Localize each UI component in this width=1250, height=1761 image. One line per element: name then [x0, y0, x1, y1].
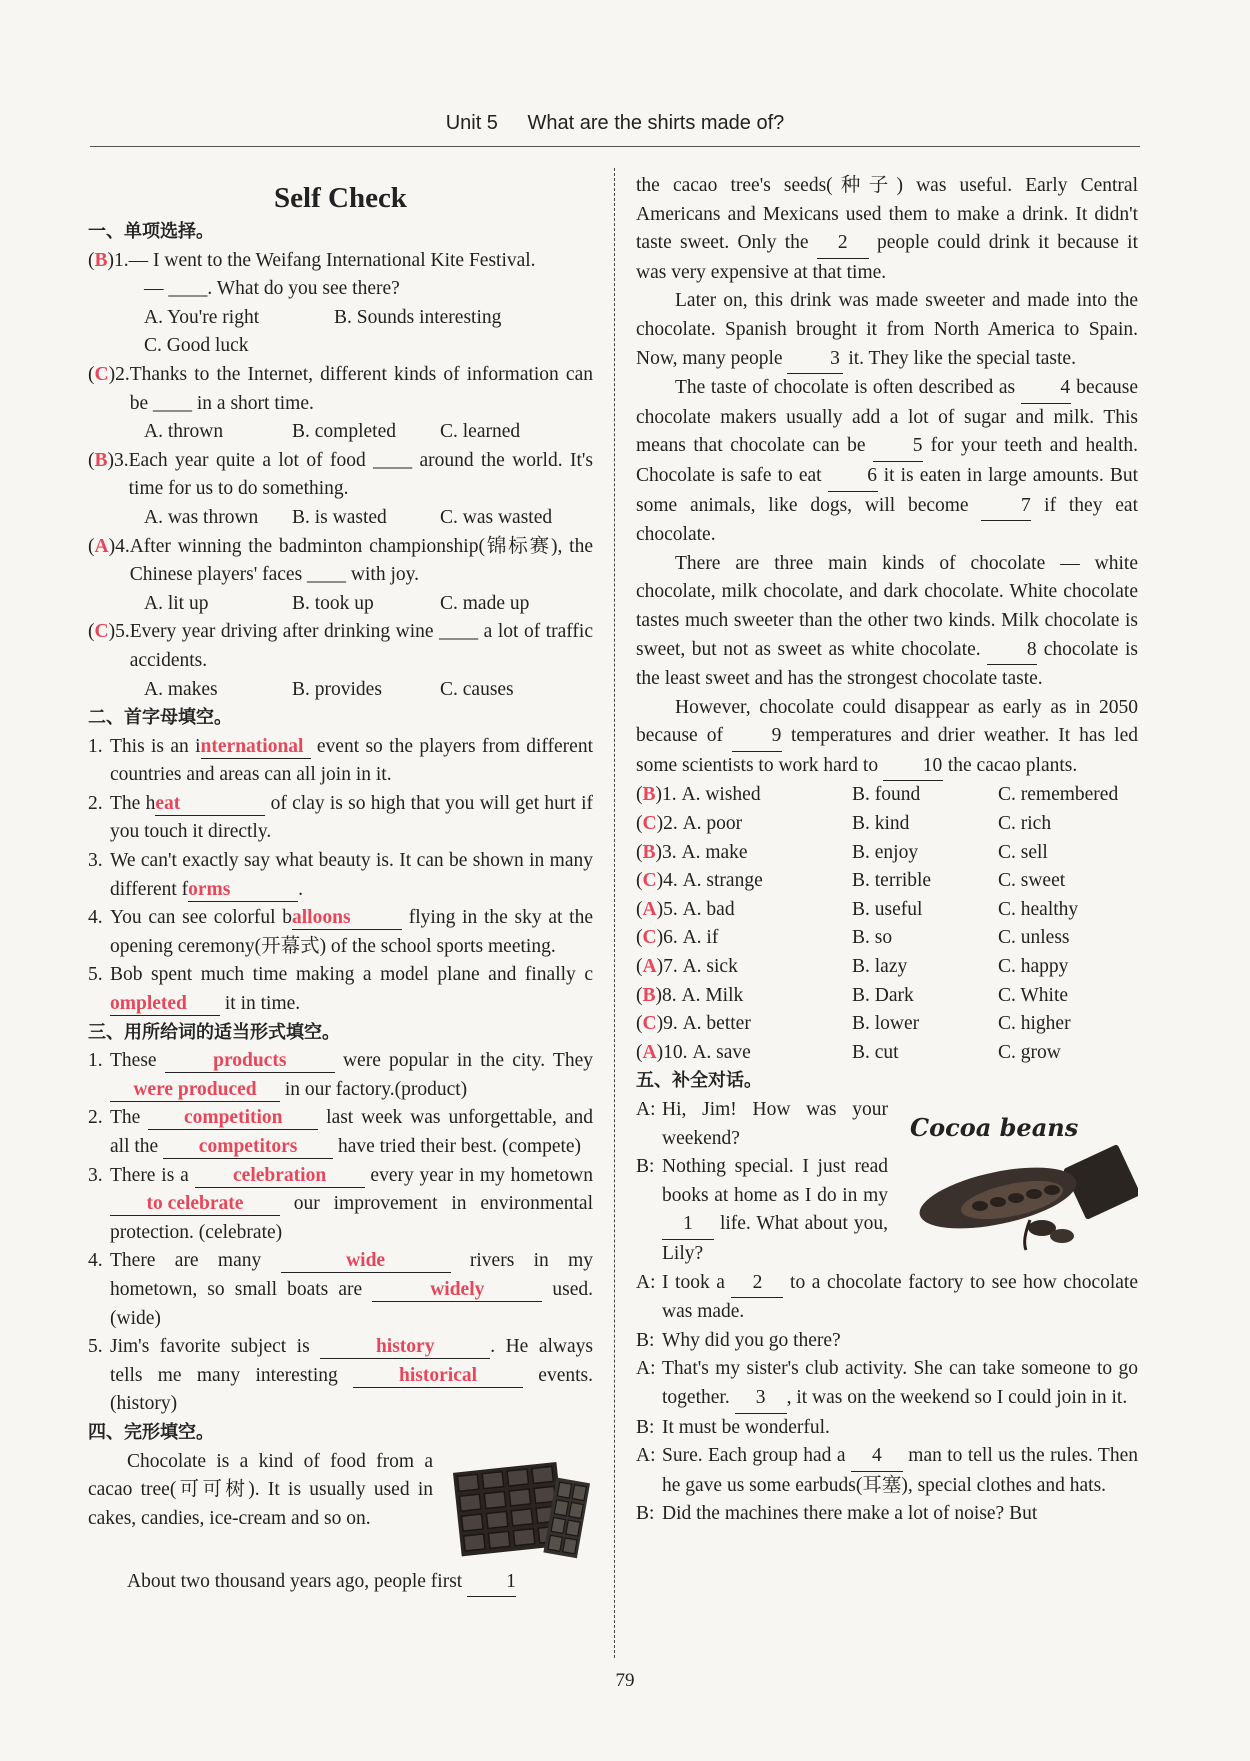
answer-paren: (B)1. A. wished	[636, 781, 852, 810]
cocoa-caption: Cocoa beans	[910, 1113, 1079, 1142]
option[interactable]: C. learned	[440, 421, 521, 443]
option[interactable]: C. Good luck	[144, 335, 249, 357]
dialogue-text-part: That's my sister's club activity. She can take someone to go together.	[662, 1358, 1138, 1408]
answer-letter: B	[94, 449, 108, 471]
dialogue-line	[636, 1269, 1138, 1327]
filled-answer[interactable]: competition	[148, 1107, 318, 1130]
dialogue-line	[636, 1153, 888, 1268]
dialogue-blank[interactable]: 2	[731, 1269, 783, 1299]
cloze-p6b-text: temperatures and drier weather. It has led some scientists to work hard to	[636, 725, 1138, 776]
filled-answer[interactable]: products	[165, 1050, 335, 1073]
fill-item	[88, 733, 593, 790]
item-text-part: last week was unforgettable, and all the	[110, 1107, 593, 1157]
cloze-blank-4[interactable]: 4	[1021, 374, 1071, 404]
option-a[interactable]: A. sick	[682, 956, 738, 978]
cloze-answer-row	[636, 982, 1138, 1011]
dialogue-text-part: to a chocolate factory to see how chocolate was made.	[662, 1271, 1138, 1323]
dialogue-text-part: man to tell us the rules. Then he gave us some earbuds(耳塞), special clothes and hats.	[662, 1445, 1138, 1496]
item-text	[110, 847, 593, 904]
option-c[interactable]: C. remembered	[998, 784, 1119, 806]
answer-letter: B	[94, 249, 108, 271]
cloze-blank-2[interactable]: 2	[817, 229, 869, 259]
dialogue-blank[interactable]: 4	[851, 1442, 903, 1472]
option-c[interactable]: C. sweet	[998, 870, 1066, 892]
section1-questions	[88, 247, 593, 705]
option-c[interactable]: C. rich	[998, 813, 1052, 835]
item-text	[110, 1104, 593, 1161]
dialogue-blank[interactable]: 3	[735, 1384, 787, 1414]
answer-paren: (C)6. A. if	[636, 924, 852, 953]
option[interactable]: B. Sounds interesting	[334, 306, 502, 328]
answer-letter: B	[642, 784, 656, 806]
option-b[interactable]: B. found	[852, 784, 921, 806]
cloze-p4d-text: it is eaten in large amounts. But some animals, like dogs, will become	[636, 464, 1138, 516]
filled-answer[interactable]: celebration	[195, 1165, 365, 1188]
dialogue-line	[636, 1355, 1138, 1413]
section3-items	[88, 1047, 593, 1419]
cloze-paragraph-6	[636, 694, 1138, 782]
form-item	[88, 1247, 593, 1333]
cloze-paragraph-3	[636, 287, 1138, 374]
answer-paren: (A)10. A. save	[636, 1039, 852, 1068]
cloze-paragraph-1	[88, 1448, 593, 1534]
filled-answer[interactable]: competitors	[163, 1136, 333, 1159]
answer-paren: (B)8. A. Milk	[636, 982, 852, 1011]
item-pre: We can't exactly say what beauty is. It can be shown in many different f	[110, 850, 593, 900]
item-text-part: These	[110, 1050, 165, 1072]
cloze-paragraph-2-start	[88, 1568, 593, 1598]
mc-question	[88, 361, 593, 418]
cloze-blank-10[interactable]: 10	[883, 752, 943, 782]
answer-letter: A	[642, 956, 657, 978]
cloze-answer-row	[636, 810, 1138, 839]
answer-paren: (C)2.	[88, 363, 130, 385]
cloze-paragraph-2-cont	[636, 172, 1138, 287]
cloze-answer-row	[636, 1039, 1138, 1068]
item-number: 3.	[88, 850, 103, 872]
speaker-label: A:	[636, 1271, 656, 1293]
item-number: 3.	[88, 1164, 103, 1186]
dialogue-line	[636, 1442, 1138, 1500]
speaker-label: B:	[636, 1503, 655, 1525]
item-pre: Bob spent much time making a model plane and finally c	[110, 964, 593, 986]
item-pre: You can see colorful b	[110, 907, 293, 929]
option-b[interactable]: B. lower	[852, 1013, 920, 1035]
option-a[interactable]: A. save	[692, 1041, 751, 1063]
answer-paren: (B)3.	[88, 449, 129, 471]
cloze-p6c-text: the cacao plants.	[942, 754, 1078, 776]
unit-label: Unit 5	[445, 112, 498, 134]
option-a[interactable]: A. wished	[681, 784, 761, 806]
cloze-blank-5[interactable]: 5	[873, 432, 923, 462]
options-row	[88, 304, 593, 361]
option-c[interactable]: C. happy	[998, 956, 1069, 978]
dialogue-text-part: , it was on the weekend so I could join in it.	[786, 1386, 1128, 1408]
option-b[interactable]: B. terrible	[852, 870, 932, 892]
option[interactable]: A. You're right	[144, 306, 260, 328]
answer-letter: A	[94, 535, 109, 557]
item-text-part: events. (history)	[110, 1364, 593, 1415]
question-line-2: — ____. What do you see there?	[144, 278, 400, 300]
fill-item	[88, 904, 593, 961]
option-b[interactable]: B. enjoy	[852, 841, 919, 863]
dialogue-text-part: I took a	[662, 1271, 732, 1293]
cloze-answer-row	[636, 867, 1138, 896]
fill-item	[88, 961, 593, 1018]
dialogue-text-part: Why did you go there?	[662, 1329, 841, 1351]
option-b[interactable]: B. so	[852, 927, 893, 949]
answer-paren: (A)7. A. sick	[636, 953, 852, 982]
cloze-answer-row	[636, 781, 1138, 810]
filled-answer[interactable]: widely	[372, 1279, 542, 1302]
option-c[interactable]: C. grow	[998, 1041, 1061, 1063]
answer-paren: (C)4. A. strange	[636, 867, 852, 896]
cloze-p5a-text: There are three main kinds of chocolate — white chocolate, milk chocolate, and dark chocolate. White chocolate tastes much sweeter than the other two kinds. Milk chocolate is sweet, but not as sweet as white chocolate.	[636, 552, 1138, 660]
fill-item	[88, 790, 593, 847]
item-pre: This is an i	[110, 735, 201, 757]
option-a[interactable]: A. Milk	[681, 984, 744, 1006]
item-text	[110, 790, 593, 847]
option[interactable]: C. made up	[440, 592, 530, 614]
option-a[interactable]: A. bad	[682, 898, 735, 920]
item-post: of clay is so high that you will get hurt if you touch it directly.	[110, 792, 593, 843]
cloze-blank-3[interactable]: 3	[787, 345, 843, 375]
cloze-p4b-text: because chocolate makers usually add a lot of sugar and milk. This means that chocolate can be	[636, 377, 1138, 457]
item-number: 5.	[88, 1336, 103, 1358]
cloze-blank-1[interactable]: 1	[467, 1568, 516, 1598]
option-b[interactable]: B. kind	[852, 813, 910, 835]
filled-answer[interactable]: ompleted	[110, 993, 220, 1016]
item-text	[110, 733, 593, 790]
dialogue-line	[636, 1500, 1138, 1529]
option-a[interactable]: A. poor	[682, 813, 743, 835]
dialogue-text	[662, 1327, 1138, 1356]
cloze-answer-row	[636, 924, 1138, 953]
option-a[interactable]: A. make	[681, 841, 748, 863]
speaker-label: A:	[636, 1099, 656, 1120]
answer-letter: C	[642, 813, 657, 835]
mc-question	[88, 247, 593, 276]
section1-heading: 一、单项选择。	[88, 221, 214, 242]
item-number: 2.	[88, 792, 103, 814]
question-text: Each year quite a lot of food ____ around the world. It's time for us to do something.	[128, 449, 593, 500]
section3-heading: 三、用所给词的适当形式填空。	[88, 1021, 340, 1043]
options-row	[88, 504, 593, 533]
item-text-part: . He always tells me many interesting	[110, 1336, 593, 1386]
options-row	[88, 676, 593, 705]
item-text-part: There is a	[110, 1164, 195, 1186]
cloze-p3b-text: it. They like the special taste.	[843, 347, 1076, 369]
unit-title: What are the shirts made of?	[527, 112, 785, 134]
answer-letter: A	[642, 1041, 657, 1063]
option-c[interactable]: C. sell	[998, 841, 1048, 863]
item-number: 5.	[88, 964, 103, 986]
dialogue-text	[662, 1355, 1138, 1413]
header-rule	[90, 146, 1140, 147]
item-text	[110, 961, 593, 1018]
answer-paren: (B)1.	[88, 249, 129, 271]
cloze-blank-8[interactable]: 8	[987, 636, 1037, 666]
cloze-paragraph-5	[636, 550, 1138, 694]
item-number: 4.	[88, 907, 103, 929]
item-text-part: There are many	[110, 1250, 281, 1272]
dialogue-text	[662, 1096, 888, 1153]
answer-letter: C	[94, 621, 109, 643]
item-text-part: The	[110, 1107, 149, 1129]
option[interactable]: B. completed	[292, 421, 396, 443]
option[interactable]: A. lit up	[144, 592, 209, 614]
item-text-part: our improvement in environmental protection. (celebrate)	[110, 1193, 593, 1243]
dialogue-text-part: Nothing special. I just read books at home as I do in my	[662, 1156, 888, 1206]
answer-letter: B	[642, 841, 656, 863]
option[interactable]: A. was thrown	[144, 506, 259, 528]
form-item	[88, 1104, 593, 1161]
options-row	[88, 418, 593, 447]
question-text: — I went to the Weifang International Kite Festival.	[128, 249, 536, 271]
option[interactable]: B. is wasted	[292, 506, 387, 528]
filled-answer[interactable]: history	[320, 1336, 490, 1359]
dialogue-line	[636, 1414, 1138, 1443]
dialogue-text-part: Hi, Jim! How was your weekend?	[662, 1099, 888, 1149]
cloze-answer-row	[636, 1010, 1138, 1039]
section2-items	[88, 733, 593, 1019]
answer-paren: (B)3. A. make	[636, 839, 852, 868]
cloze-p2-text: About two thousand years ago, people first	[127, 1570, 468, 1592]
question-text: Every year driving after drinking wine ____ a lot of traffic accidents.	[129, 621, 593, 671]
answer-paren: (C)2. A. poor	[636, 810, 852, 839]
option-b[interactable]: B. useful	[852, 898, 923, 920]
filled-answer[interactable]: orms	[188, 879, 298, 902]
page-number: 79	[615, 1670, 635, 1691]
speaker-label: A:	[636, 1445, 656, 1467]
item-post: .	[298, 878, 304, 900]
item-text	[110, 1162, 593, 1248]
filled-answer[interactable]: were produced	[110, 1079, 280, 1102]
cloze-paragraph-4	[636, 374, 1138, 550]
answer-letter: C	[642, 870, 657, 892]
question-text: After winning the badminton championship(锦标赛), the Chinese players' faces ____ with joy.	[129, 535, 593, 586]
cloze-p2b-text: the cacao tree's seeds(种子) was useful. Early Central Americans and Mexicans used them to make a drink. It didn't taste sweet. Only the	[636, 175, 1138, 254]
option[interactable]: A. makes	[144, 678, 218, 700]
cloze-p4a-text: The taste of chocolate is often described as	[675, 377, 1021, 399]
dialogue-text-part: Sure. Each group had a	[662, 1445, 851, 1467]
item-text-part: rivers in my hometown, so small boats are	[110, 1250, 594, 1300]
speaker-label: B:	[636, 1329, 655, 1351]
item-number: 4.	[88, 1250, 103, 1272]
item-text-part: have tried their best. (compete)	[333, 1136, 582, 1157]
section5-heading: 五、补全对话。	[636, 1070, 762, 1092]
cloze-answer-grid	[636, 781, 1138, 1067]
cloze-answer-row	[636, 953, 1138, 982]
dialogue	[636, 1096, 1138, 1529]
filled-answer[interactable]: to celebrate	[110, 1193, 280, 1216]
filled-answer[interactable]: wide	[281, 1250, 451, 1273]
dialogue-line	[636, 1096, 888, 1153]
item-text-part: Jim's favorite subject is	[110, 1336, 321, 1358]
cloze-p4e-text: if they eat chocolate.	[636, 494, 1138, 546]
page-title: Self Check	[274, 182, 407, 214]
option-b[interactable]: B. lazy	[852, 956, 908, 978]
item-text	[110, 1333, 593, 1419]
option-a[interactable]: A. better	[682, 1013, 751, 1035]
mc-question	[88, 533, 593, 590]
cloze-p4c-text: for your teeth and health. Chocolate is safe to eat	[636, 435, 1138, 486]
item-number: 2.	[88, 1107, 103, 1129]
option-a[interactable]: A. strange	[682, 870, 763, 892]
speaker-label: A:	[636, 1358, 656, 1380]
item-text-part: every year in my hometown	[364, 1164, 593, 1186]
dialogue-text-part: life. What about you, Lily?	[662, 1213, 888, 1264]
filled-answer[interactable]: alloons	[292, 907, 402, 930]
question-text: Thanks to the Internet, different kinds of information can be ____ in a short time.	[129, 363, 593, 414]
cloze-blank-9[interactable]: 9	[732, 722, 782, 752]
fill-item	[88, 847, 593, 904]
option-b[interactable]: B. Dark	[852, 984, 914, 1006]
item-post: event so the players from different countries and areas can all join in it.	[110, 735, 593, 786]
item-text-part: used. (wide)	[110, 1278, 594, 1329]
answer-paren: (A)5. A. bad	[636, 896, 852, 925]
speaker-label: B:	[636, 1416, 655, 1438]
dialogue-blank[interactable]: 1	[662, 1210, 714, 1240]
option-b[interactable]: B. cut	[852, 1041, 899, 1063]
filled-answer[interactable]: eat	[155, 793, 265, 816]
item-text	[110, 1247, 593, 1333]
cocoa-beans-image	[902, 1102, 1138, 1252]
answer-paren: (C)9. A. better	[636, 1010, 852, 1039]
option[interactable]: B. provides	[292, 678, 382, 700]
dialogue-text-part: Did the machines there make a lot of noise? But	[662, 1503, 1038, 1525]
speaker-label: B:	[636, 1156, 655, 1178]
page-header	[90, 112, 1140, 135]
chocolate-bar-image	[449, 1452, 591, 1564]
option[interactable]: C. was wasted	[440, 506, 553, 528]
dialogue-text	[662, 1500, 1138, 1529]
item-number: 1.	[88, 1050, 103, 1072]
form-item	[88, 1162, 593, 1248]
dialogue-text-part: It must be wonderful.	[662, 1416, 830, 1438]
item-text	[110, 904, 593, 961]
dialogue-line	[636, 1327, 1138, 1356]
item-post: it in time.	[220, 993, 301, 1015]
dialogue-text	[662, 1442, 1138, 1500]
option-a[interactable]: A. if	[682, 927, 719, 949]
option[interactable]: C. causes	[440, 678, 514, 700]
column-divider	[614, 168, 615, 1658]
cloze-p5b-text: chocolate is the least sweet and has the strongest chocolate taste.	[636, 638, 1138, 690]
item-text-part: in our factory.(product)	[280, 1078, 468, 1100]
form-item	[88, 1333, 593, 1419]
option[interactable]: B. took up	[292, 592, 374, 614]
item-text	[110, 1047, 593, 1104]
form-item	[88, 1047, 593, 1104]
cloze-p3a-text: Later on, this drink was made sweeter and made into the chocolate. Spanish brought it from North America to Spain. Now, many people	[636, 290, 1138, 369]
option[interactable]: A. thrown	[144, 421, 224, 443]
right-column	[636, 172, 1138, 1529]
section2-heading: 二、首字母填空。	[88, 707, 232, 729]
filled-answer[interactable]: historical	[353, 1365, 523, 1388]
mc-question	[88, 447, 593, 504]
answer-letter: C	[642, 1013, 657, 1035]
option-c[interactable]: C. higher	[998, 1013, 1071, 1035]
answer-paren: (C)5.	[88, 621, 130, 643]
answer-letter: B	[642, 984, 656, 1006]
cloze-blank-7[interactable]: 7	[981, 492, 1031, 522]
option-c[interactable]: C. White	[998, 984, 1069, 1006]
option-c[interactable]: C. unless	[998, 927, 1070, 949]
answer-letter: C	[642, 927, 657, 949]
answer-letter: A	[642, 898, 657, 920]
answer-letter: C	[94, 363, 109, 385]
dialogue-text	[662, 1153, 888, 1268]
answer-paren: (A)4.	[88, 535, 130, 557]
option-c[interactable]: C. healthy	[998, 898, 1079, 920]
item-text-part: were popular in the city. They	[334, 1050, 593, 1072]
cloze-p6a-text: However, chocolate could disappear as early as in 2050 because of	[636, 696, 1138, 747]
cloze-p2c-text: people could drink it because it was very expensive at that time.	[636, 232, 1138, 283]
mc-question	[88, 618, 593, 675]
filled-answer[interactable]: nternational	[201, 736, 311, 759]
item-post: flying in the sky at the opening ceremony(开幕式) of the school sports meeting.	[110, 907, 593, 957]
left-column	[88, 172, 593, 1597]
options-row	[88, 590, 593, 619]
item-number: 1.	[88, 735, 103, 757]
item-pre: The h	[110, 792, 156, 814]
dialogue-text	[662, 1269, 1138, 1327]
cloze-blank-6[interactable]: 6	[828, 462, 878, 492]
cloze-answer-row	[636, 839, 1138, 868]
cloze-answer-row	[636, 896, 1138, 925]
dialogue-text	[662, 1414, 1138, 1443]
cloze-p1-text: Chocolate is a kind of food from a cacao tree(可可树). It is usually used in cakes, candies, ice-cream and so on.	[88, 1450, 433, 1529]
section4-heading: 四、完形填空。	[88, 1421, 214, 1443]
